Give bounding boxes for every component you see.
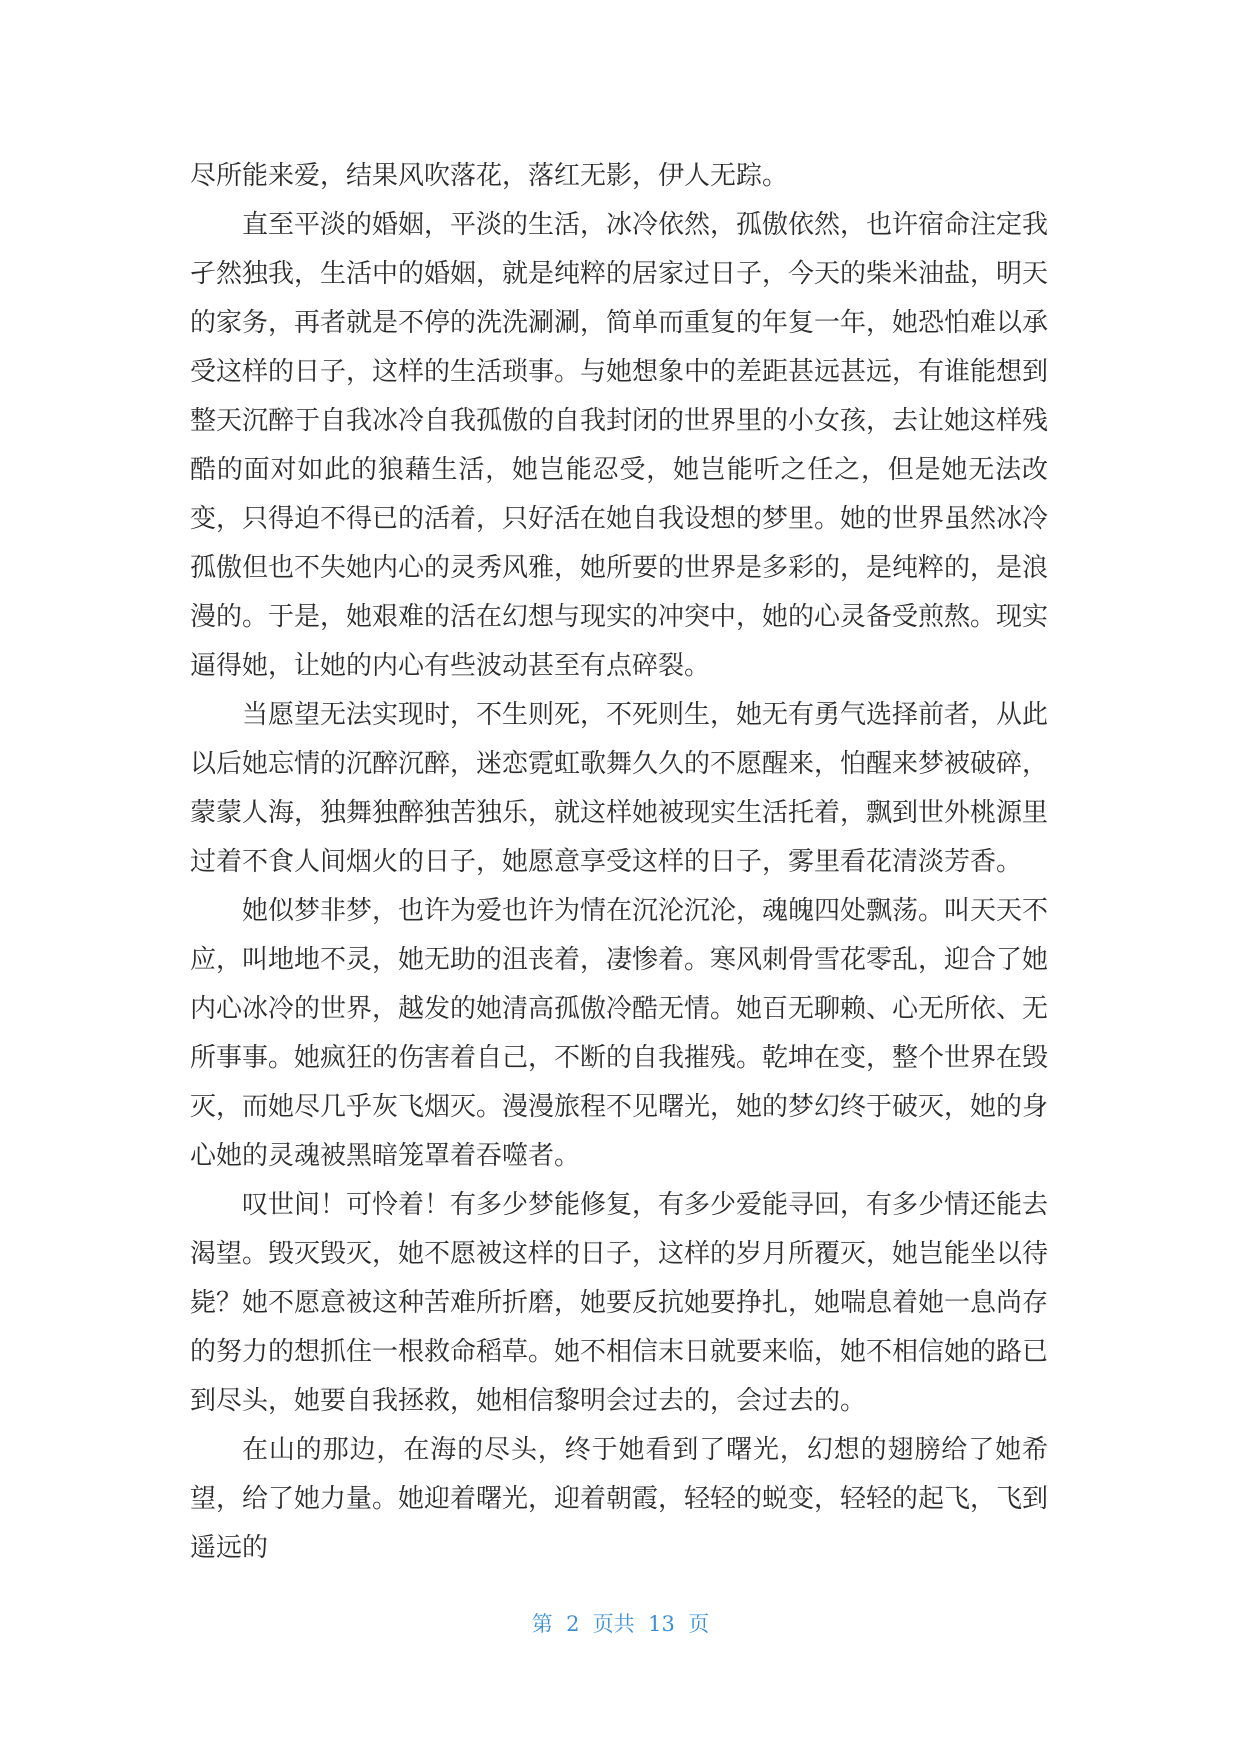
paragraph-2: 直至平淡的婚姻，平淡的生活，冰冷依然，孤傲依然，也许宿命注定我孑然独我，生活中的婚姻，就是纯粹的居家过日子，今天的柴米油盐，明天的家务，再者就是不停的洗洗涮涮，简单而重复的年复一年，她恐怕难以承受这样的日子，这样的生活琐事。与她想象中的差距甚远甚远，有谁能想到整天沉醉于自我冰冷自我孤傲的自我封闭的世界里的小女孩，去让她这样残酷的面对如此的狼藉生活，她岂能忍受，她岂能听之任之，但是她无法改变，只得迫不得已的活着，只好活在她自我设想的梦里。她的世界虽然冰冷孤傲但也不失她内心的灵秀风雅，她所要的世界是多彩的，是纯粹的，是浪漫的。于是，她艰难的活在幻想与现实的冲突中，她的心灵备受煎熬。现实逼得她，让她的内心有些波动甚至有点碎裂。 — [190, 210, 1049, 681]
paragraph-5: 叹世间！可怜着！有多少梦能修复，有多少爱能寻回，有多少情还能去渴望。毁灭毁灭，她不愿被这样的日子，这样的岁月所覆灭，她岂能坐以待毙？她不愿意被这种苦难所折磨，她要反抗她要挣扎，她喘息着她一息尚存的努力的想抓住一根救命稻草。她不相信末日就要来临，她不相信她的路已到尽头，她要自我拯救，她相信黎明会过去的，会过去的。 — [190, 1190, 1049, 1416]
document-body — [190, 152, 1048, 1573]
paragraph-6: 在山的那边，在海的尽头，终于她看到了曙光，幻想的翅膀给了她希望，给了她力量。她迎着曙光，迎着朝霞，轻轻的蜕变，轻轻的起飞，飞到遥远的 — [190, 1435, 1049, 1563]
paragraph-4: 她似梦非梦，也许为爱也许为情在沉沦沉沦，魂魄四处飘荡。叫天天不应，叫地地不灵，她无助的沮丧着，凄惨着。寒风刺骨雪花零乱，迎合了她内心冰冷的世界，越发的她清高孤傲冷酷无情。她百无聊赖、心无所依、无所事事。她疯狂的伤害着自己，不断的自我摧残。乾坤在变，整个世界在毁灭，而她尽几乎灰飞烟灭。漫漫旅程不见曙光，她的梦幻终于破灭，她的身心她的灵魂被黑暗笼罩着吞噬者。 — [190, 896, 1049, 1171]
page-number-footer: 第 2 页共 13 页 — [531, 1612, 710, 1636]
paragraph-1: 尽所能来爱，结果风吹落花，落红无影，伊人无踪。 — [190, 161, 789, 191]
paragraph-3: 当愿望无法实现时，不生则死，不死则生，她无有勇气选择前者，从此以后她忘情的沉醉沉醉，迷恋霓虹歌舞久久的不愿醒来，怕醒来梦被破碎，蒙蒙人海，独舞独醉独苦独乐，就这样她被现实生活托着，飘到世外桃源里过着不食人间烟火的日子，她愿意享受这样的日子，雾里看花清淡芳香。 — [190, 700, 1049, 877]
